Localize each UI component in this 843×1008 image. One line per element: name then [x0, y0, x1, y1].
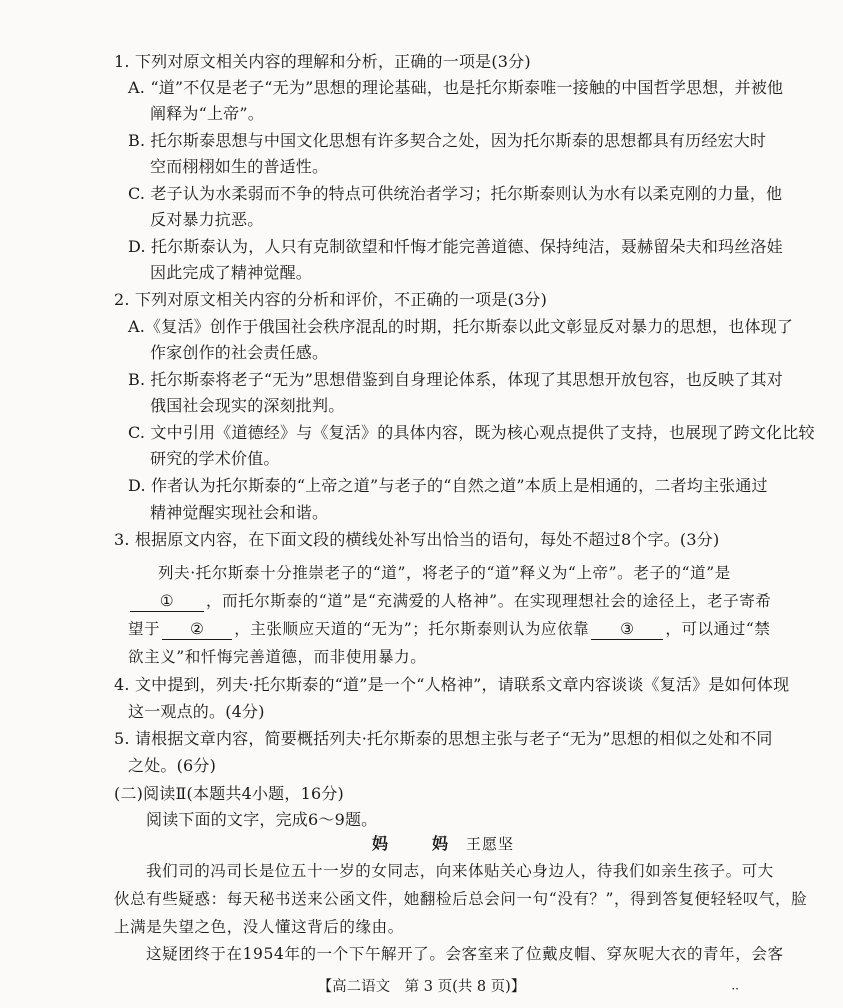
q1-option-c-line2: 反对暴力抗恶。 — [150, 210, 264, 229]
q1-option-b-line1: B. 托尔斯泰思想与中国文化思想有许多契合之处，因为托尔斯泰的思想都具有历经宏大时 — [128, 131, 767, 150]
section-instruction: 阅读下面的文字，完成6～9题。 — [146, 810, 378, 829]
corner-mark: ·· — [731, 982, 739, 996]
q2-option-a-line1: A.《复活》创作于俄国社会秩序混乱的时期，托尔斯泰以此文彰显反对暴力的思想，也体现了 — [128, 317, 794, 336]
q2-option-d-line2: 精神觉醒实现社会和谐。 — [150, 503, 329, 522]
story-author: 王愿坚 — [466, 835, 515, 853]
q1-option-a-line1: A. “道”不仅是老子“无为”思想的理论基础，也是托尔斯泰唯一接触的中国哲学思想，并被他 — [128, 78, 784, 97]
section-heading: (二)阅读Ⅱ(本题共4小题，16分) — [114, 784, 344, 803]
q3-passage-line2 — [128, 591, 771, 612]
q4-line2: 这一观点的。(4分) — [128, 702, 265, 721]
q2-option-c-line2: 研究的学术价值。 — [150, 449, 280, 468]
q4-line1: 4. 文中提到，列夫·托尔斯泰的“道”是一个“人格神”，请联系文章内容谈谈《复活》是如何体现 — [114, 675, 790, 694]
q3-stem: 3. 根据原文内容，在下面文段的横线处补写出恰当的语句，每处不超过8个字。(3分) — [114, 530, 720, 549]
q2-option-c-line1: C. 文中引用《道德经》与《复活》的具体内容，既为核心观点提供了支持，也展现了跨文化比较 — [128, 423, 815, 442]
story-title: 妈 妈 — [372, 834, 463, 853]
story-line4: 这疑团终于在1954年的一个下午解开了。会客室来了位戴皮帽、穿灰呢大衣的青年，会客 — [146, 945, 784, 963]
q1-option-a-line2: 阐释为“上帝”。 — [150, 104, 264, 123]
q3-passage-line4: 欲主义”和忏悔完善道德，而非使用暴力。 — [128, 648, 427, 666]
story-line3: 上满是失望之色，没人懂这背后的缘由。 — [114, 918, 404, 936]
answer-blank-3[interactable]: ③ — [591, 619, 663, 640]
q5-line2: 之处。(6分) — [128, 756, 217, 775]
q3-passage-line1: 列夫·托尔斯泰十分推崇老子的“道”，将老子的“道”释义为“上帝”。老子的“道”是 — [158, 564, 731, 582]
q3-passage-line2-text: ，而托尔斯泰的“道”是“充满爱的人格神”。在实现理想社会的途径上，老子寄希 — [206, 592, 772, 610]
answer-blank-2[interactable]: ② — [162, 619, 232, 640]
q2-stem: 2. 下列对原文相关内容的分析和评价，不正确的一项是(3分) — [114, 290, 548, 309]
q2-option-b-line2: 俄国社会现实的深刻批判。 — [150, 396, 345, 415]
q3-line3-part2: ，主张顺应天道的“无为”；托尔斯泰则认为应依靠 — [234, 620, 590, 638]
page-footer: 【高二语文 第 3 页(共 8 页)】 — [317, 979, 526, 995]
q1-option-b-line2: 空而栩栩如生的普适性。 — [150, 157, 329, 176]
story-line2: 伙总有些疑惑：每天秘书送来公函文件，她翻检后总会问一句“没有？”，得到答复便轻轻叹气，脸 — [114, 890, 808, 908]
q1-stem: 1. 下列对原文相关内容的理解和分析，正确的一项是(3分) — [114, 52, 531, 71]
q2-option-d-line1: D. 作者认为托尔斯泰的“上帝之道”与老子的“自然之道”本质上是相通的，二者均主张通过 — [128, 476, 768, 495]
q3-passage-line3 — [128, 619, 770, 640]
q3-line3-part1: 望于 — [128, 620, 161, 638]
q2-option-b-line1: B. 托尔斯泰将老子“无为”思想借鉴到自身理论体系，体现了其思想开放包容，也反映了其对 — [128, 370, 783, 389]
q5-line1: 5. 请根据文章内容，简要概括列夫·托尔斯泰的思想主张与老子“无为”思想的相似之处和不同 — [114, 729, 773, 748]
q1-option-d-line2: 因此完成了精神觉醒。 — [150, 263, 313, 282]
story-title-row — [372, 834, 514, 854]
story-line1: 我们司的冯司长是位五十一岁的女同志，向来体贴关心身边人，待我们如亲生孩子。可大 — [146, 862, 774, 880]
answer-blank-1[interactable]: ① — [130, 591, 204, 612]
q2-option-a-line2: 作家创作的社会责任感。 — [150, 343, 329, 362]
q3-line3-part3: ，可以通过“禁 — [665, 620, 771, 638]
q1-option-c-line1: C. 老子认为水柔弱而不争的特点可供统治者学习；托尔斯泰则认为水有以柔克刚的力量，他 — [128, 184, 783, 203]
q1-option-d-line1: D. 托尔斯泰认为，人只有克制欲望和忏悔才能完善道德、保持纯洁，聂赫留朵夫和玛丝洛娃 — [128, 237, 783, 256]
